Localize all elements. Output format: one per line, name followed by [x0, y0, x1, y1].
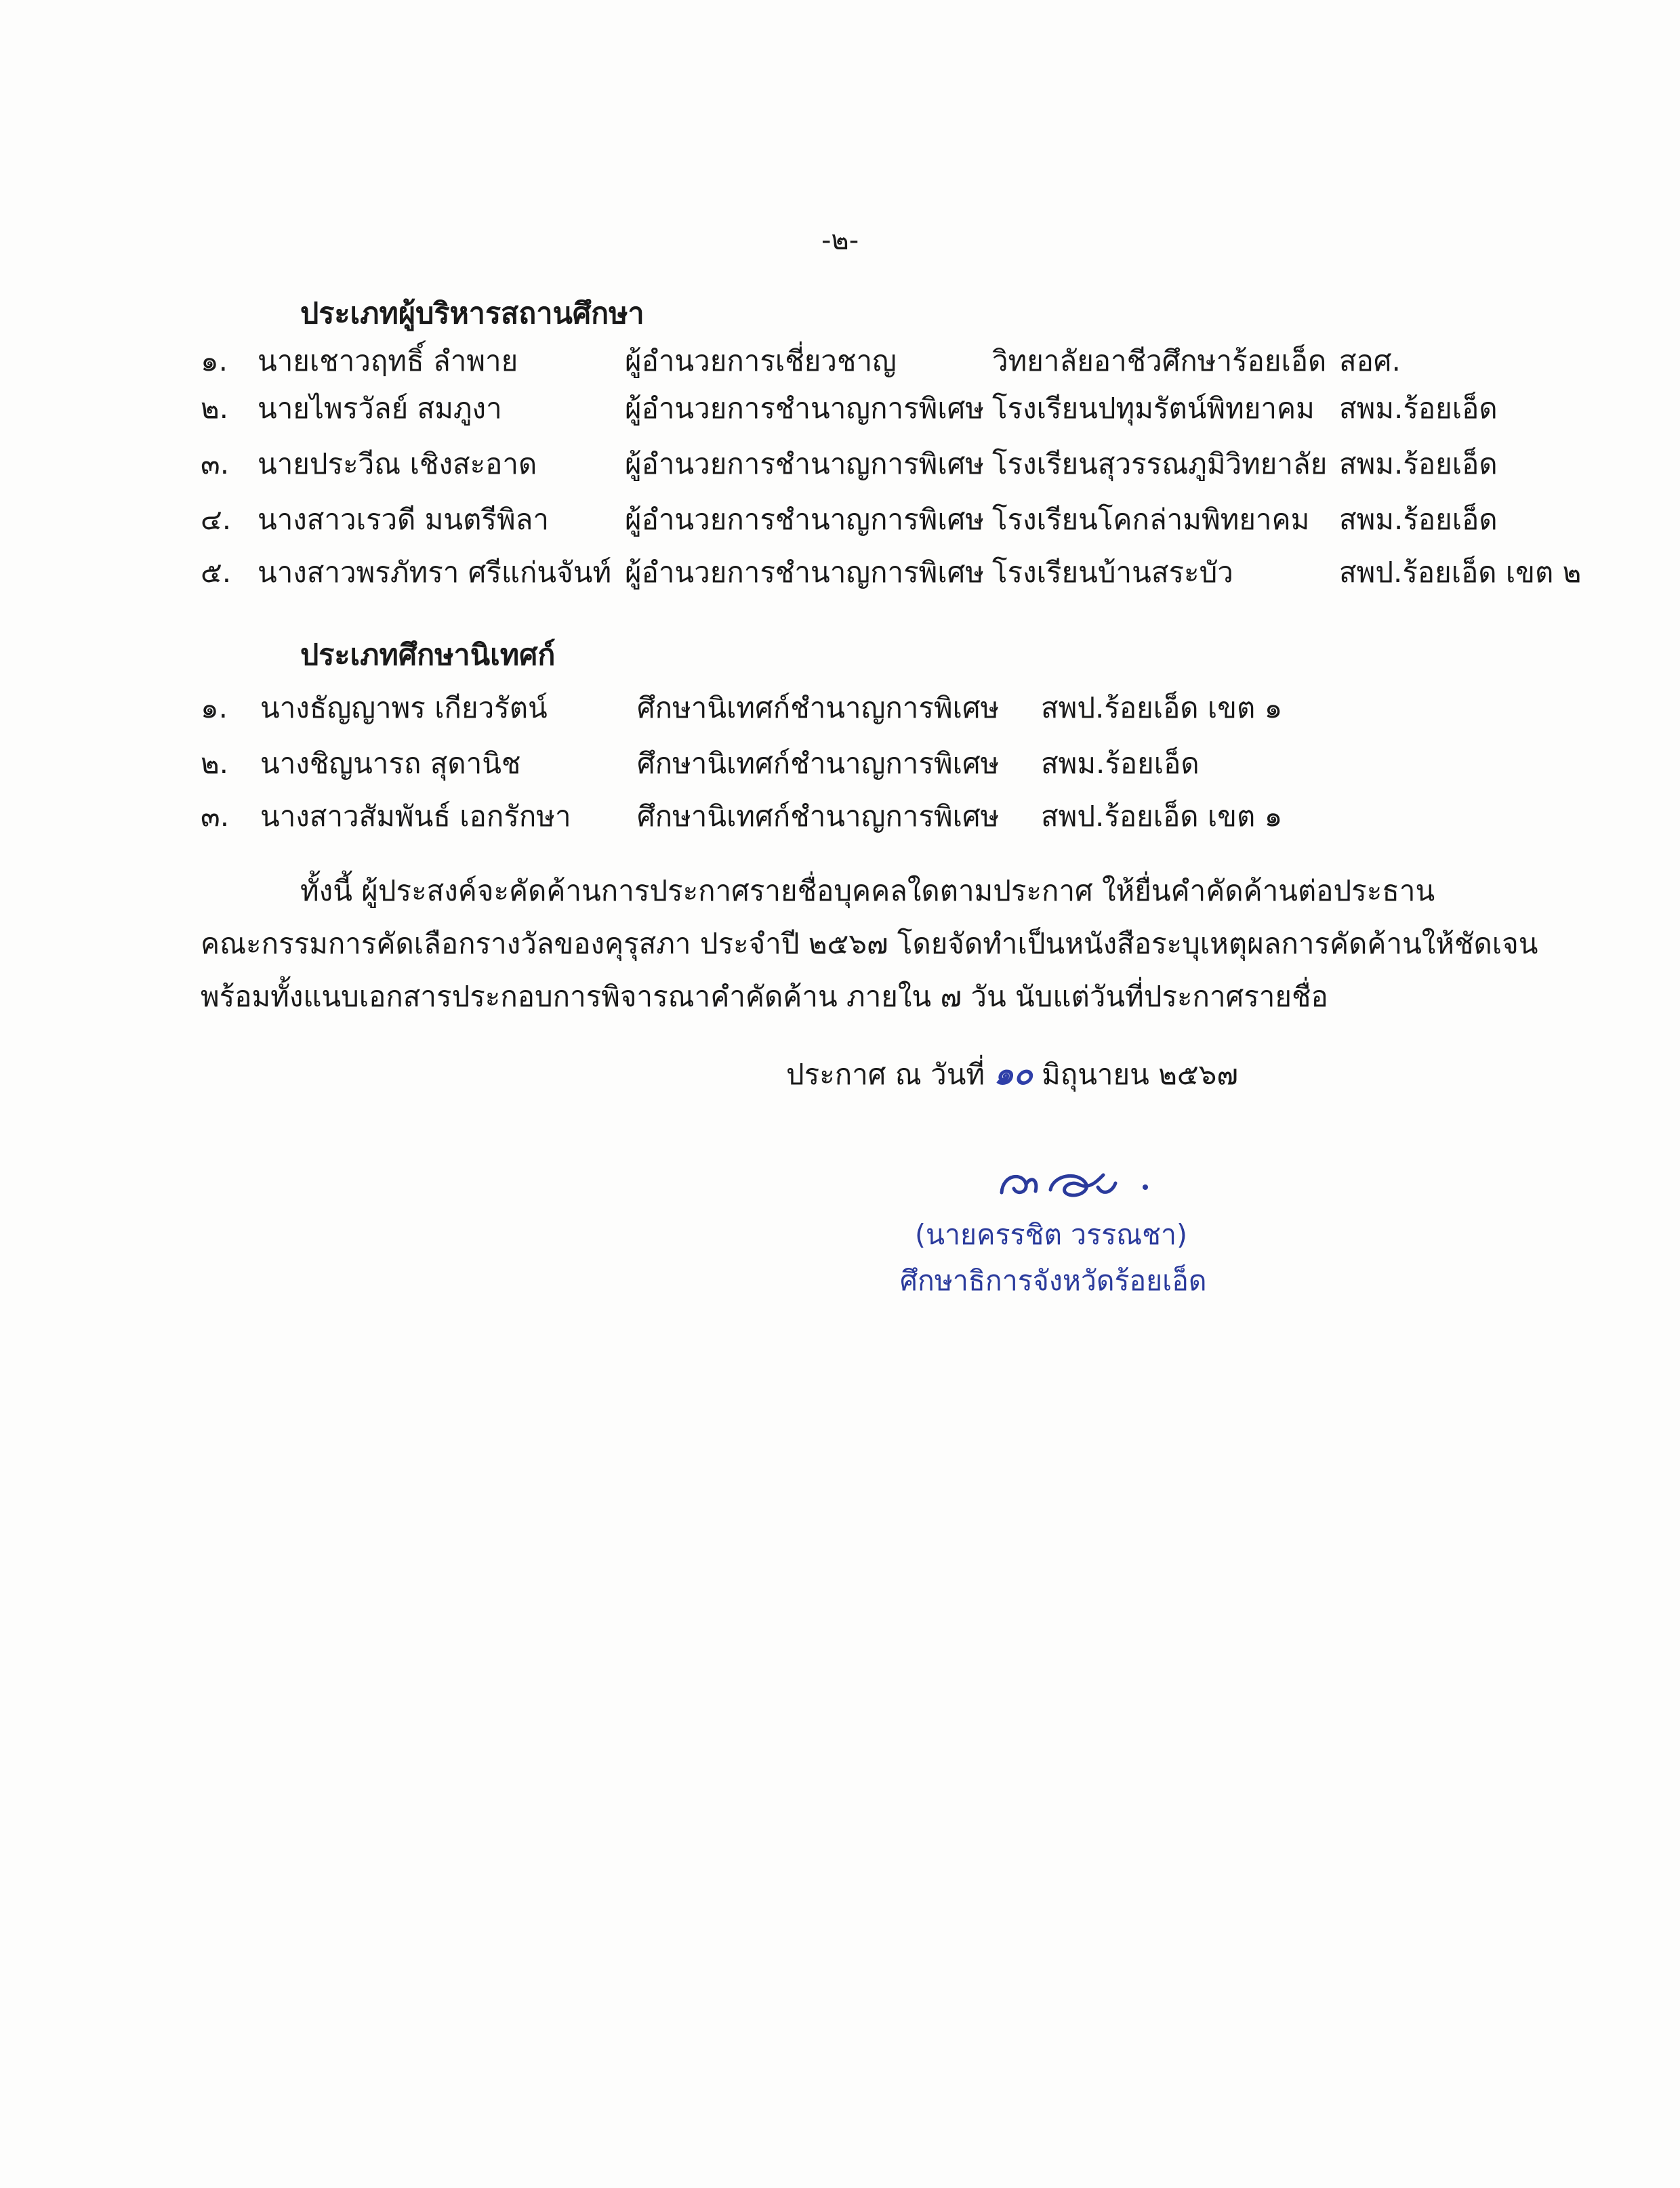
paragraph-line: ทั้งนี้ ผู้ประสงค์จะคัดค้านการประกาศรายชื่อบุคคลใดตามประกาศ ให้ยื่นคำคัดค้านต่อประธาน: [300, 874, 1435, 907]
row-number: ๒.: [201, 392, 229, 425]
person-school: โรงเรียนบ้านสระบัว: [992, 556, 1233, 589]
signature-mark: [996, 1160, 1166, 1214]
person-name: นางชิญนารถ สุดานิช: [260, 747, 521, 780]
row-number: ๓.: [201, 447, 230, 480]
person-name: นายไพรวัลย์ สมภูงา: [258, 392, 502, 425]
row-number: ๑.: [201, 691, 228, 724]
person-school: โรงเรียนปทุมรัตน์พิทยาคม: [992, 392, 1315, 425]
paragraph-line: พร้อมทั้งแนบเอกสารประกอบการพิจารณาคำคัดค้าน ภายใน ๗ วัน นับแต่วันที่ประกาศรายชื่อ: [201, 980, 1328, 1013]
person-position: ผู้อำนวยการชำนาญการพิเศษ: [625, 392, 985, 425]
table-row: [0, 442, 1680, 482]
table-row: [0, 497, 1680, 538]
date-day-handwritten: ๑๐: [993, 1055, 1033, 1092]
person-position: ศึกษานิเทศก์ชำนาญการพิเศษ: [637, 747, 1000, 780]
date-prefix: ประกาศ ณ วันที่: [786, 1058, 985, 1091]
date-month-year: มิถุนายน ๒๕๖๗: [1042, 1058, 1238, 1091]
person-position: ศึกษานิเทศก์ชำนาญการพิเศษ: [637, 800, 1000, 833]
person-agency: สพม.ร้อยเอ็ด: [1339, 503, 1498, 536]
person-position: ศึกษานิเทศก์ชำนาญการพิเศษ: [637, 691, 1000, 724]
table-row: [0, 386, 1680, 427]
section-title-supervisors: ประเภทศึกษานิเทศก์: [300, 638, 556, 672]
row-number: ๑.: [201, 344, 228, 377]
person-name: นายประวีณ เชิงสะอาด: [258, 447, 537, 480]
table-row: [0, 741, 1680, 782]
row-number: ๕.: [201, 556, 232, 589]
person-name: นางสาวพรภัทรา ศรีแก่นจันท์: [258, 556, 612, 589]
person-position: ผู้อำนวยการชำนาญการพิเศษ: [625, 556, 985, 589]
table-row: [0, 339, 1680, 379]
signatory-name: (นายครรชิต วรรณชา): [915, 1218, 1187, 1251]
table-row: [0, 550, 1680, 591]
announcement-date: [786, 1049, 1238, 1098]
paragraph-line: คณะกรรมการคัดเลือกรางวัลของคุรุสภา ประจำปี ๒๕๖๗ โดยจัดทำเป็นหนังสือระบุเหตุผลการคัดค้านให้ชัดเจน: [201, 927, 1538, 960]
table-row: [0, 794, 1680, 835]
table-row: [0, 686, 1680, 726]
row-number: ๓.: [201, 800, 230, 833]
person-name: นางสาวสัมพันธ์ เอกรักษา: [260, 800, 571, 833]
person-name: นางธัญญาพร เกียวรัตน์: [260, 691, 548, 724]
row-number: ๔.: [201, 503, 232, 536]
person-school: โรงเรียนสุวรรณภูมิวิทยาลัย: [992, 447, 1328, 480]
person-agency: สอศ.: [1339, 344, 1401, 377]
person-agency: สพป.ร้อยเอ็ด เขต ๑: [1041, 691, 1283, 724]
person-school: วิทยาลัยอาชีวศึกษาร้อยเอ็ด: [992, 344, 1327, 377]
person-position: ผู้อำนวยการชำนาญการพิเศษ: [625, 447, 985, 480]
person-name: นายเชาวฤทธิ์ ลำพาย: [258, 344, 518, 377]
person-agency: สพม.ร้อยเอ็ด: [1339, 447, 1498, 480]
row-number: ๒.: [201, 747, 229, 780]
signatory-title: ศึกษาธิการจังหวัดร้อยเอ็ด: [900, 1264, 1207, 1297]
person-name: นางสาวเรวดี มนตรีพิลา: [258, 503, 549, 536]
page-number: -๒-: [821, 225, 859, 256]
person-position: ผู้อำนวยการเชี่ยวชาญ: [625, 344, 897, 377]
person-agency: สพป.ร้อยเอ็ด เขต ๑: [1041, 800, 1283, 833]
person-agency: สพม.ร้อยเอ็ด: [1041, 747, 1200, 780]
person-position: ผู้อำนวยการชำนาญการพิเศษ: [625, 503, 985, 536]
person-agency: สพม.ร้อยเอ็ด: [1339, 392, 1498, 425]
person-school: โรงเรียนโคกล่ามพิทยาคม: [992, 503, 1310, 536]
section-title-administrators: ประเภทผู้บริหารสถานศึกษา: [300, 297, 644, 331]
person-agency: สพป.ร้อยเอ็ด เขต ๒: [1339, 556, 1582, 589]
